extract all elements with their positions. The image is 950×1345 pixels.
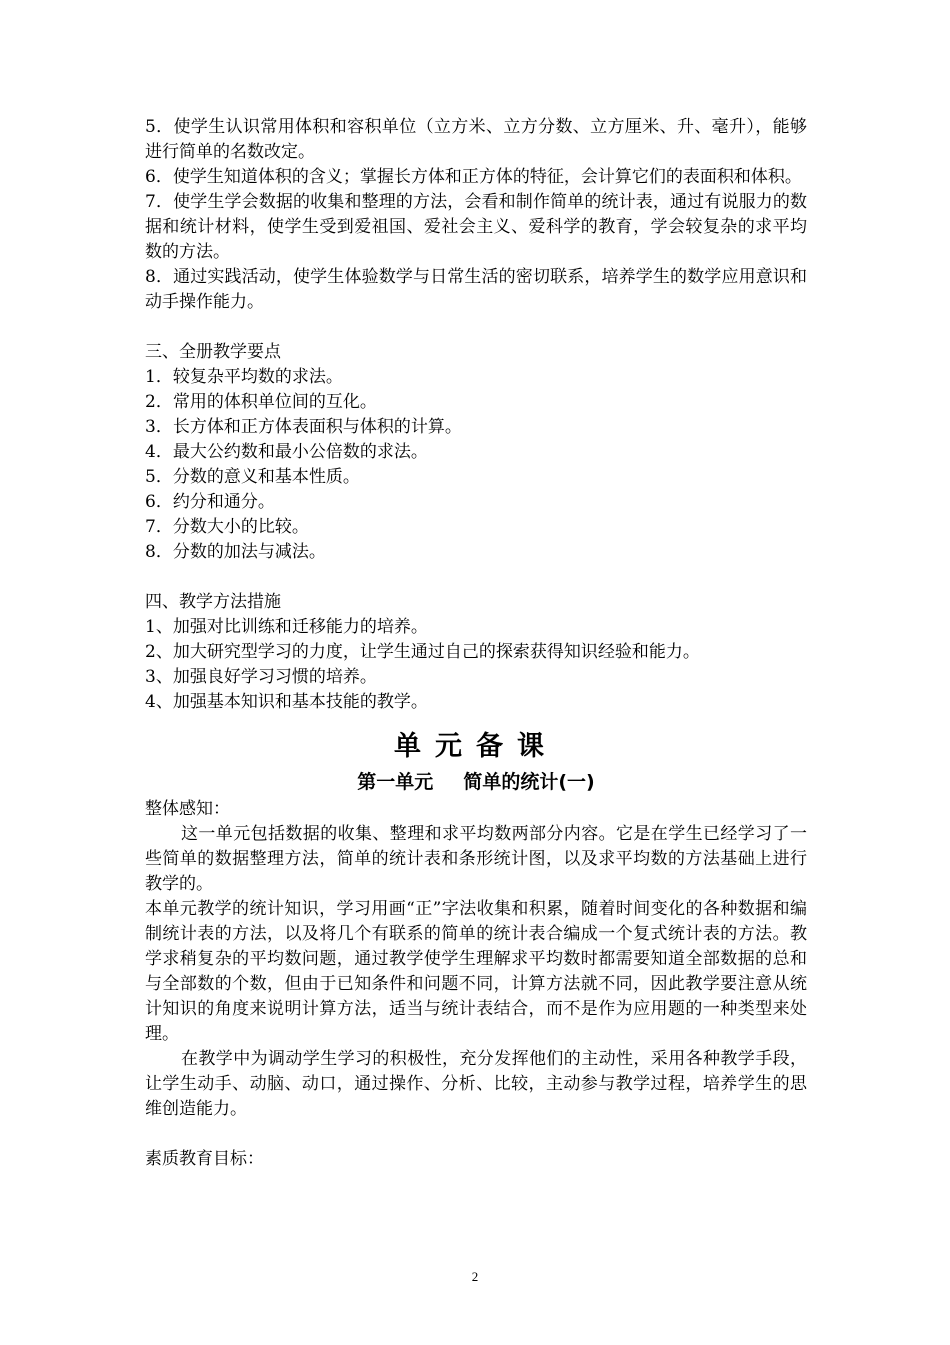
overview-heading: 整体感知： [145,799,230,819]
key-point-item: 2．常用的体积单位间的互化。 [145,392,377,412]
key-point-item: 5．分数的意义和基本性质。 [145,467,360,487]
quality-goal-heading: 素质教育目标： [145,1149,264,1169]
overview-paragraph-3: 在教学中为调动学生学习的积极性，充分发挥他们的主动性，采用各种教学手段，让学生动手、动脑、动口，通过操作、分析、比较，主动参与教学过程，培养学生的思维创造能力。 [145,1049,807,1119]
spacer [145,565,807,590]
method-item: 4、加强基本知识和基本技能的教学。 [145,692,428,712]
document-page [145,115,807,1172]
spacer [145,1122,807,1147]
method-item: 1、加强对比训练和迁移能力的培养。 [145,617,428,637]
methods-heading: 四、教学方法措施 [145,592,281,612]
objective-8: 8．通过实践活动，使学生体验数学与日常生活的密切联系，培养学生的数学应用意识和动手操作能力。 [145,267,807,312]
spacer [145,315,807,340]
method-item: 3、加强良好学习习惯的培养。 [145,667,377,687]
key-point-item: 6．约分和通分。 [145,492,275,512]
key-point-item: 3．长方体和正方体表面积与体积的计算。 [145,417,462,437]
chapter-label: 第一单元 [357,771,434,793]
page-number: 2 [471,1269,479,1284]
overview-paragraph-2: 本单元教学的统计知识，学习用画“正”字法收集和积累，随着时间变化的各种数据和编制统计表的方法，以及将几个有联系的简单的统计表合编成一个复式统计表的方法。教学求稍复杂的平均数问题，通过教学使学生理解求平均数时都需要知道全部数据的总和与全部数的个数，但由于已知条件和问题不同，计算方法就不同，因此教学要注意从统计知识的角度来说明计算方法，适当与统计表结合，而不是作为应用题的一种类型来处理。 [145,899,807,1044]
key-points-heading: 三、全册教学要点 [145,342,281,362]
objective-6: 6．使学生知道体积的含义；掌握长方体和正方体的特征，会计算它们的表面积和体积。 [145,167,802,187]
unit-prep-title: 单元备课 [394,731,558,762]
chapter-name: 简单的统计(一) [463,771,595,793]
key-point-item: 4．最大公约数和最小公倍数的求法。 [145,442,428,462]
chapter-title [145,767,807,797]
objective-5: 5．使学生认识常用体积和容积单位（立方米、立方分数、立方厘米、升、毫升），能够进行简单的名数改定。 [145,117,807,162]
key-point-item: 8．分数的加法与减法。 [145,542,326,562]
overview-paragraph-1: 这一单元包括数据的收集、整理和求平均数两部分内容。它是在学生已经学习了一些简单的数据整理方法，简单的统计表和条形统计图，以及求平均数的方法基础上进行教学的。 [145,824,807,894]
key-point-item: 1．较复杂平均数的求法。 [145,367,343,387]
method-item: 2、加大研究型学习的力度，让学生通过自己的探索获得知识经验和能力。 [145,642,700,662]
objective-7: 7．使学生学会数据的收集和整理的方法，会看和制作简单的统计表，通过有说服力的数据和统计材料，使学生受到爱祖国、爱社会主义、爱科学的教育，学会较复杂的求平均数的方法。 [145,192,807,262]
key-point-item: 7．分数大小的比较。 [145,517,309,537]
